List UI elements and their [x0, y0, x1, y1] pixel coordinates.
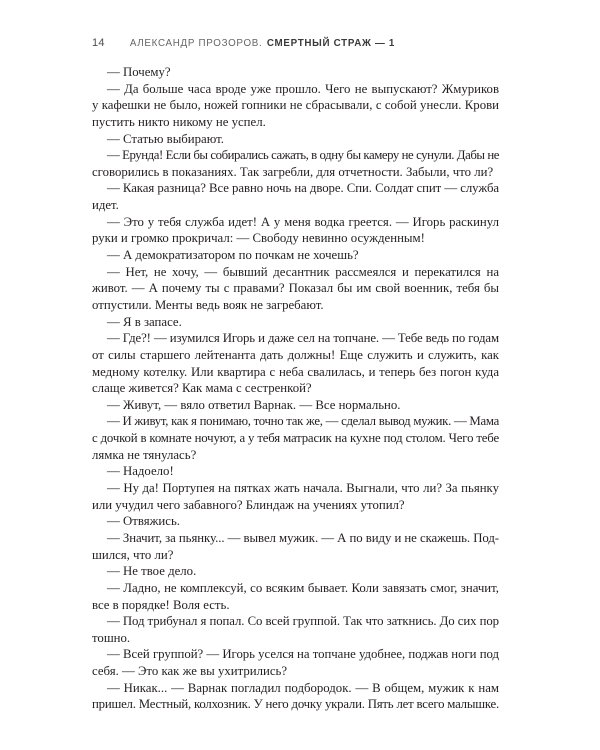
line-text: — Живут, — вяло ответил Варнак. — Все нормально.	[107, 397, 401, 412]
text-line	[92, 131, 499, 148]
text-line	[92, 413, 499, 430]
line-text: тошно.	[92, 630, 131, 645]
paragraph	[92, 147, 499, 180]
line-text: — Я в запасе.	[107, 314, 182, 329]
text-line	[92, 497, 499, 514]
line-text: — Какая разница? Все равно ночь на дворе. Спи. Солдат спит — служба	[107, 181, 499, 196]
line-text: — Ерунда! Если бы собирались сажать, в одну бы камеру не сунули. Дабы не	[107, 148, 499, 163]
line-text: — Всей группой? — Игорь уселся на топчане удобнее, поджав ноги под	[107, 647, 499, 662]
text-line	[92, 314, 499, 331]
line-text: — Это у тебя служба идет! А у меня водка греется. — Игорь раскинул	[107, 214, 499, 229]
line-text: слаще живется? Как мама с сестренкой?	[92, 381, 312, 396]
text-line	[92, 646, 499, 663]
paragraph	[92, 646, 499, 679]
text-line	[92, 114, 499, 131]
text-line	[92, 330, 499, 347]
paragraph	[92, 680, 499, 713]
line-text: шился, что ли?	[92, 547, 174, 562]
line-text: — Статью выбирают.	[107, 131, 224, 146]
line-text: с дочкой в комнате ночуют, а у тебя матрасик на кухне под столом. Чего тебе	[92, 431, 499, 446]
line-text: пришел. Местный, колхозник. У него дочку украли. Пять лет всего малышке.	[92, 697, 499, 712]
text-line	[92, 463, 499, 480]
line-text: — Нет, не хочу, — бывший десантник рассмеялся и перекатился на	[107, 264, 499, 279]
paragraph	[92, 64, 499, 81]
line-text: от силы старшего лейтенанта дать должны! Еще служить и служить, как	[92, 347, 499, 362]
paragraph	[92, 513, 499, 530]
line-text: себя. — Это как же вы ухитрились?	[92, 664, 288, 679]
line-text: у кафешки не было, ножей гопники не сбрасывали, с собой унесли. Крови	[92, 98, 499, 113]
text-line	[92, 364, 499, 381]
paragraph	[92, 463, 499, 480]
line-text: — Да больше часа вроде уже прошло. Чего не выпускают? Жмуриков	[107, 81, 499, 96]
header-author: АЛЕКСАНДР ПРОЗОРОВ.	[129, 38, 263, 49]
line-text: живот. — А почему ты с правами? Показал бы им свой военник, тебя бы	[92, 281, 499, 296]
text-line	[92, 81, 499, 98]
text-line	[92, 613, 499, 630]
text-line	[92, 214, 499, 231]
paragraph	[92, 480, 499, 513]
paragraph	[92, 613, 499, 646]
line-text: сговорились в показаниях. Так загребли, для отчетности. Забыли, что ли?	[92, 164, 494, 179]
line-text: — Не твое дело.	[107, 564, 197, 579]
running-header	[92, 35, 395, 49]
text-line	[92, 680, 499, 697]
text-line	[92, 580, 499, 597]
text-line	[92, 696, 499, 713]
line-text: — А демократизатором по почкам не хочешь?	[107, 248, 359, 263]
line-text: пустить никто никому не успел.	[92, 114, 266, 129]
text-line	[92, 430, 499, 447]
paragraph	[92, 314, 499, 331]
text-line	[92, 513, 499, 530]
line-text: руки и громко прокричал: — Свободу невинно осужденным!	[92, 231, 425, 246]
text-line	[92, 597, 499, 614]
paragraph	[92, 81, 499, 131]
paragraph	[92, 264, 499, 314]
text-line	[92, 547, 499, 564]
line-text: все в порядке! Воля есть.	[92, 597, 230, 612]
line-text: — Надоело!	[107, 464, 174, 479]
line-text: идет.	[92, 198, 119, 213]
text-line	[92, 147, 499, 164]
paragraph	[92, 131, 499, 148]
text-line	[92, 297, 499, 314]
text-line	[92, 64, 499, 81]
text-line	[92, 397, 499, 414]
text-line	[92, 197, 499, 214]
paragraph	[92, 413, 499, 463]
text-line	[92, 347, 499, 364]
line-text: — Ну да! Портупея на пятках жать начала. Выгнали, что ли? За пьянку	[107, 481, 499, 496]
text-line	[92, 180, 499, 197]
line-text: — Отвяжись.	[107, 514, 180, 529]
text-line	[92, 230, 499, 247]
line-text: — Никак... — Варнак погладил подбородок. — В общем, мужик к нам	[107, 680, 499, 695]
line-text: — Значит, за пьянку... — вывел мужик. — А по виду и не скажешь. Под-	[107, 530, 499, 545]
text-line	[92, 380, 499, 397]
line-text: — Почему?	[107, 65, 171, 79]
line-text: отпустили. Менты ведь вояк не загребают.	[92, 297, 324, 312]
text-line	[92, 630, 499, 647]
text-line	[92, 563, 499, 580]
text-line	[92, 264, 499, 281]
text-line	[92, 97, 499, 114]
line-text: — Под трибунал я попал. Со всей группой. Так что заткнись. До сих пор	[107, 614, 499, 629]
paragraph	[92, 214, 499, 247]
text-line	[92, 247, 499, 264]
paragraph	[92, 180, 499, 213]
paragraph	[92, 563, 499, 580]
line-text: — И живут, как я понимаю, точно так же, — сделал вывод мужик. — Мама	[107, 414, 499, 429]
text-line	[92, 663, 499, 680]
line-text: или учудил чего забавного? Блиндаж на учениях утопил?	[92, 497, 405, 512]
paragraph	[92, 580, 499, 613]
paragraph	[92, 330, 499, 397]
paragraph	[92, 397, 499, 414]
header-title: СМЕРТНЫЙ СТРАЖ — 1	[266, 38, 396, 49]
text-line	[92, 530, 499, 547]
line-text: лямка не тянулась?	[92, 447, 197, 462]
text-line	[92, 164, 499, 181]
body-text	[92, 64, 499, 713]
text-line	[92, 280, 499, 297]
text-line	[92, 480, 499, 497]
line-text: медному котелку. Или квартира с неба свалилась, и теперь без погон куда	[92, 364, 499, 379]
text-line	[92, 447, 499, 464]
paragraph	[92, 247, 499, 264]
line-text: — Ладно, не комплексуй, со всяким бывает. Коли завязать смог, значит,	[107, 580, 499, 595]
paragraph	[92, 530, 499, 563]
line-text: — Где?! — изумился Игорь и даже сел на топчане. — Тебе ведь по годам	[107, 331, 499, 346]
page-number: 14	[92, 37, 105, 49]
